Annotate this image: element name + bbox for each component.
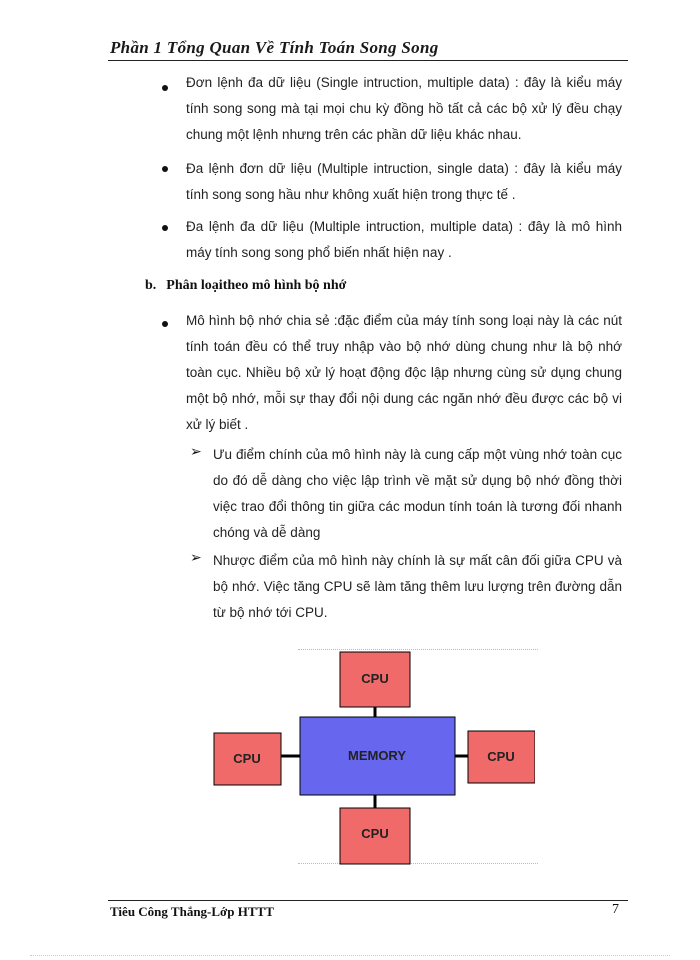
arrow-bullet-icon: ➢ bbox=[190, 551, 202, 566]
cpu-label-bottom: CPU bbox=[361, 826, 389, 841]
cpu-label-left: CPU bbox=[233, 751, 261, 766]
header-rule bbox=[108, 60, 628, 61]
page-bottom-dotted-edge bbox=[30, 955, 670, 956]
advantage-text: Ưu điểm chính của mô hình này là cung cấp một vùng nhớ toàn cục do đó dễ dàng cho việc lập trình về mặt sử dụng bộ nhớ đồng thời việc trao đổi thông tin giữa các modun tính toán là tương đối nhanh chóng và dễ dàng bbox=[213, 447, 622, 540]
shared-memory-diagram bbox=[210, 645, 535, 870]
memory-label: MEMORY bbox=[347, 748, 407, 763]
disadvantage-text: Nhược điểm của mô hình này chính là sự mất cân đối giữa CPU và bộ nhớ. Việc tăng CPU sẽ làm tăng thêm lưu lượng trên đường dẫn từ bộ nhớ tới CPU. bbox=[213, 553, 622, 620]
bullet-dot bbox=[162, 321, 168, 327]
footer-author: Tiêu Công Thắng-Lớp HTTT bbox=[110, 904, 274, 919]
bullet-simd: Đơn lệnh đa dữ liệu (Single intruction, multiple data) : đây là kiểu máy tính song song mà tại mọi chu kỳ đồng hồ tất cả các bộ xử lý đều chạy chung một lệnh nhưng trên các phần dữ liệu khác nhau. bbox=[186, 75, 622, 142]
cpu-label-top: CPU bbox=[361, 671, 389, 686]
cpu-label-right: CPU bbox=[487, 749, 515, 764]
section-letter: b. bbox=[145, 278, 157, 293]
bullet-mimd: Đa lệnh đa dữ liệu (Multiple intruction, multiple data) : đây là mô hình máy tính song song phổ biến nhất hiện nay . bbox=[186, 219, 622, 260]
footer-rule bbox=[108, 900, 628, 901]
bullet-dot bbox=[162, 166, 168, 172]
page-header-title: Phần 1 Tổng Quan Về Tính Toán Song Song bbox=[110, 38, 439, 57]
section-heading bbox=[145, 278, 346, 294]
bullet-dot bbox=[162, 85, 168, 91]
bullet-misd: Đa lệnh đơn dữ liệu (Multiple intruction, single data) : đây là kiểu máy tính song song hầu như không xuất hiện trong thực tế . bbox=[186, 161, 622, 202]
arrow-bullet-icon: ➢ bbox=[190, 445, 202, 460]
bullet-dot bbox=[162, 225, 168, 231]
section-title: Phân loạitheo mô hình bộ nhớ bbox=[166, 278, 347, 293]
page-number: 7 bbox=[612, 902, 619, 917]
diagram-canvas bbox=[210, 645, 535, 870]
shared-memory-description: Mô hình bộ nhớ chia sẻ :đặc điểm của máy tính song loại này là các nút tính toán đều có thể truy nhập vào bộ nhớ dùng chung như là bộ nhớ toàn cục. Nhiều bộ xử lý hoạt động độc lập nhưng cùng sử dụng chung một bộ nhớ, mỗi sự thay đổi nội dung các ngăn nhớ đều được các bộ vi xử lý biết . bbox=[186, 313, 622, 432]
